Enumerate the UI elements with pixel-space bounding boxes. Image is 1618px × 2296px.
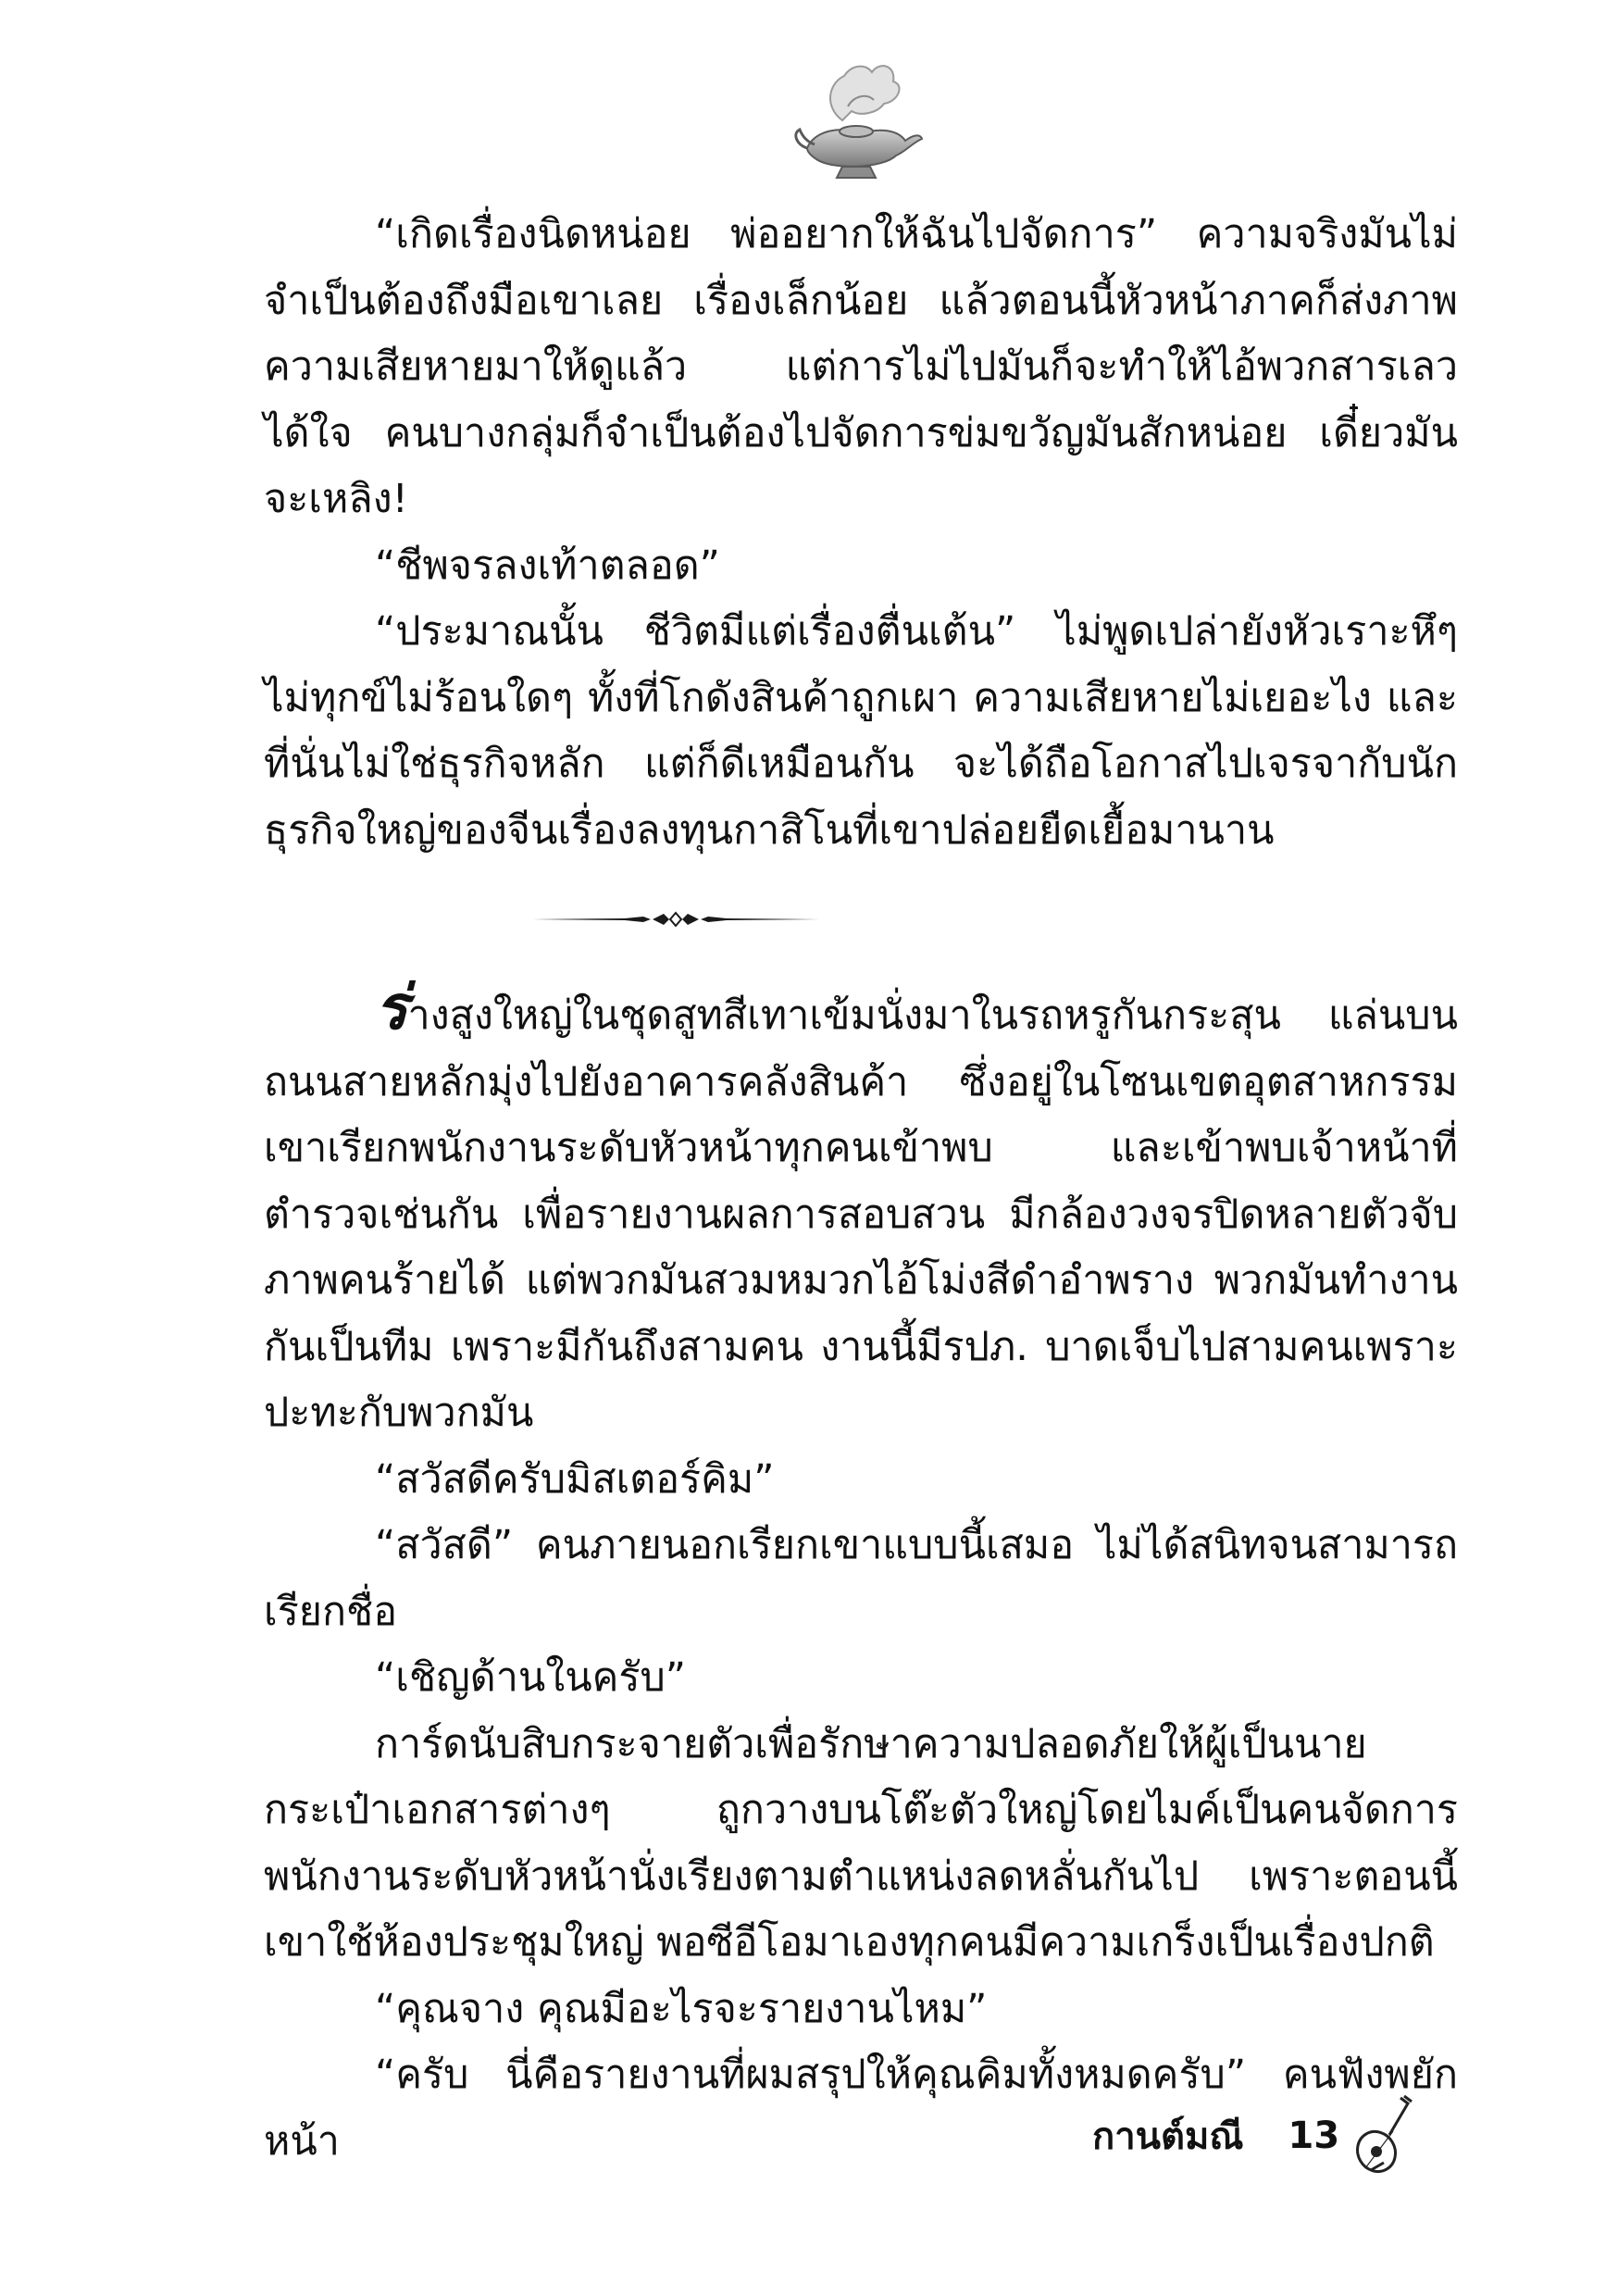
lute-icon (1352, 2094, 1417, 2177)
page-footer (1092, 2094, 1417, 2177)
paragraph: “ครับ นี่คือรายงานที่ผมสรุปให้คุณคิมทั้งหมดครับ” คนฟังพยักหน้า (264, 2052, 1458, 2165)
page-number: 13 (1288, 2115, 1340, 2157)
paragraph: “ชีพจรลงเท้าตลอด” (375, 542, 720, 589)
paragraph: “เชิญด้านในครับ” (375, 1654, 687, 1701)
paragraph: “สวัสดี” คนภายนอกเรียกเขาแบบนี้เสมอ ไม่ได้สนิทจนสามารถเรียกชื่อ (264, 1522, 1458, 1635)
page-body (264, 202, 1458, 2175)
paragraph: “ประมาณนั้น ชีวิตมีแต่เรื่องตื่นเต้น” ไม่พูดเปล่ายังหัวเราะหึๆ ไม่ทุกข์ไม่ร้อนใดๆ ทั้งที่โกดังสินค้าถูกเผา ความเสียหายไม่เยอะไง และที่นั่นไม่ใช่ธุรกิจหลัก แต่ก็ดีเหมือนกัน จะได้ถือโอกาสไปเจรจากับนักธุรกิจใหญ่ของจีนเรื่องลงทุนกาสิโนที่เขาปล่อยยืดเยื้อมานาน (264, 608, 1458, 854)
paragraph: การ์ดนับสิบกระจายตัวเพื่อรักษาความปลอดภัยให้ผู้เป็นนาย กระเป๋าเอกสารต่างๆ ถูกวางบนโต๊ะตัวใหญ่โดยไมค์เป็นคนจัดการ พนักงานระดับหัวหน้านั่งเรียงตามตำแหน่งลดหลั่นกันไป เพราะตอนนี้เขาใช้ห้องประชุมใหญ่ พอซีอีโอมาเองทุกคนมีความเกร็งเป็นเรื่องปกติ (264, 1720, 1458, 1965)
drop-cap: ร่ (375, 972, 408, 1043)
genie-lamp-icon (787, 56, 926, 185)
ornamental-divider (532, 908, 819, 930)
paragraph: “สวัสดีครับมิสเตอร์คิม” (375, 1455, 775, 1503)
paragraph-text: างสูงใหญ่ในชุดสูทสีเทาเข้มนั่งมาในรถหรูกันกระสุน แล่นบนถนนสายหลักมุ่งไปยังอาคารคลังสินค้า ซึ่งอยู่ในโซนเขตอุตสาหกรรม เขาเรียกพนักงานระดับหัวหน้าทุกคนเข้าพบ และเข้าพบเจ้าหน้าที่ตำรวจเช่นกัน เพื่อรายงานผลการสอบสวน มีกล้องวงจรปิดหลายตัวจับภาพคนร้ายได้ แต่พวกมันสวมหมวกไอ้โม่งสีดำอำพราง พวกมันทำงานกันเป็นทีม เพราะมีกันถึงสามคน งานนี้มีรปภ. บาดเจ็บไปสามคนเพราะปะทะกับพวกมัน (264, 992, 1458, 1436)
footer-author: กานต์มณี (1092, 2115, 1244, 2158)
section-divider (264, 864, 1458, 975)
paragraph: “เกิดเรื่องนิดหน่อย พ่ออยากให้ฉันไปจัดการ” ความจริงมันไม่จำเป็นต้องถึงมือเขาเลย เรื่องเล็กน้อย แล้วตอนนี้หัวหน้าภาคก็ส่งภาพความเสียหายมาให้ดูแล้ว แต่การไม่ไปมันก็จะทำให้ไอ้พวกสารเลวได้ใจ คนบางกลุ่มก็จำเป็นต้องไปจัดการข่มขวัญมันสักหน่อย เดี๋ยวมันจะเหลิง! (264, 211, 1458, 522)
section-first-paragraph (264, 972, 1458, 1447)
paragraph: “คุณจาง คุณมีอะไรจะรายงานไหม” (375, 1985, 988, 2032)
